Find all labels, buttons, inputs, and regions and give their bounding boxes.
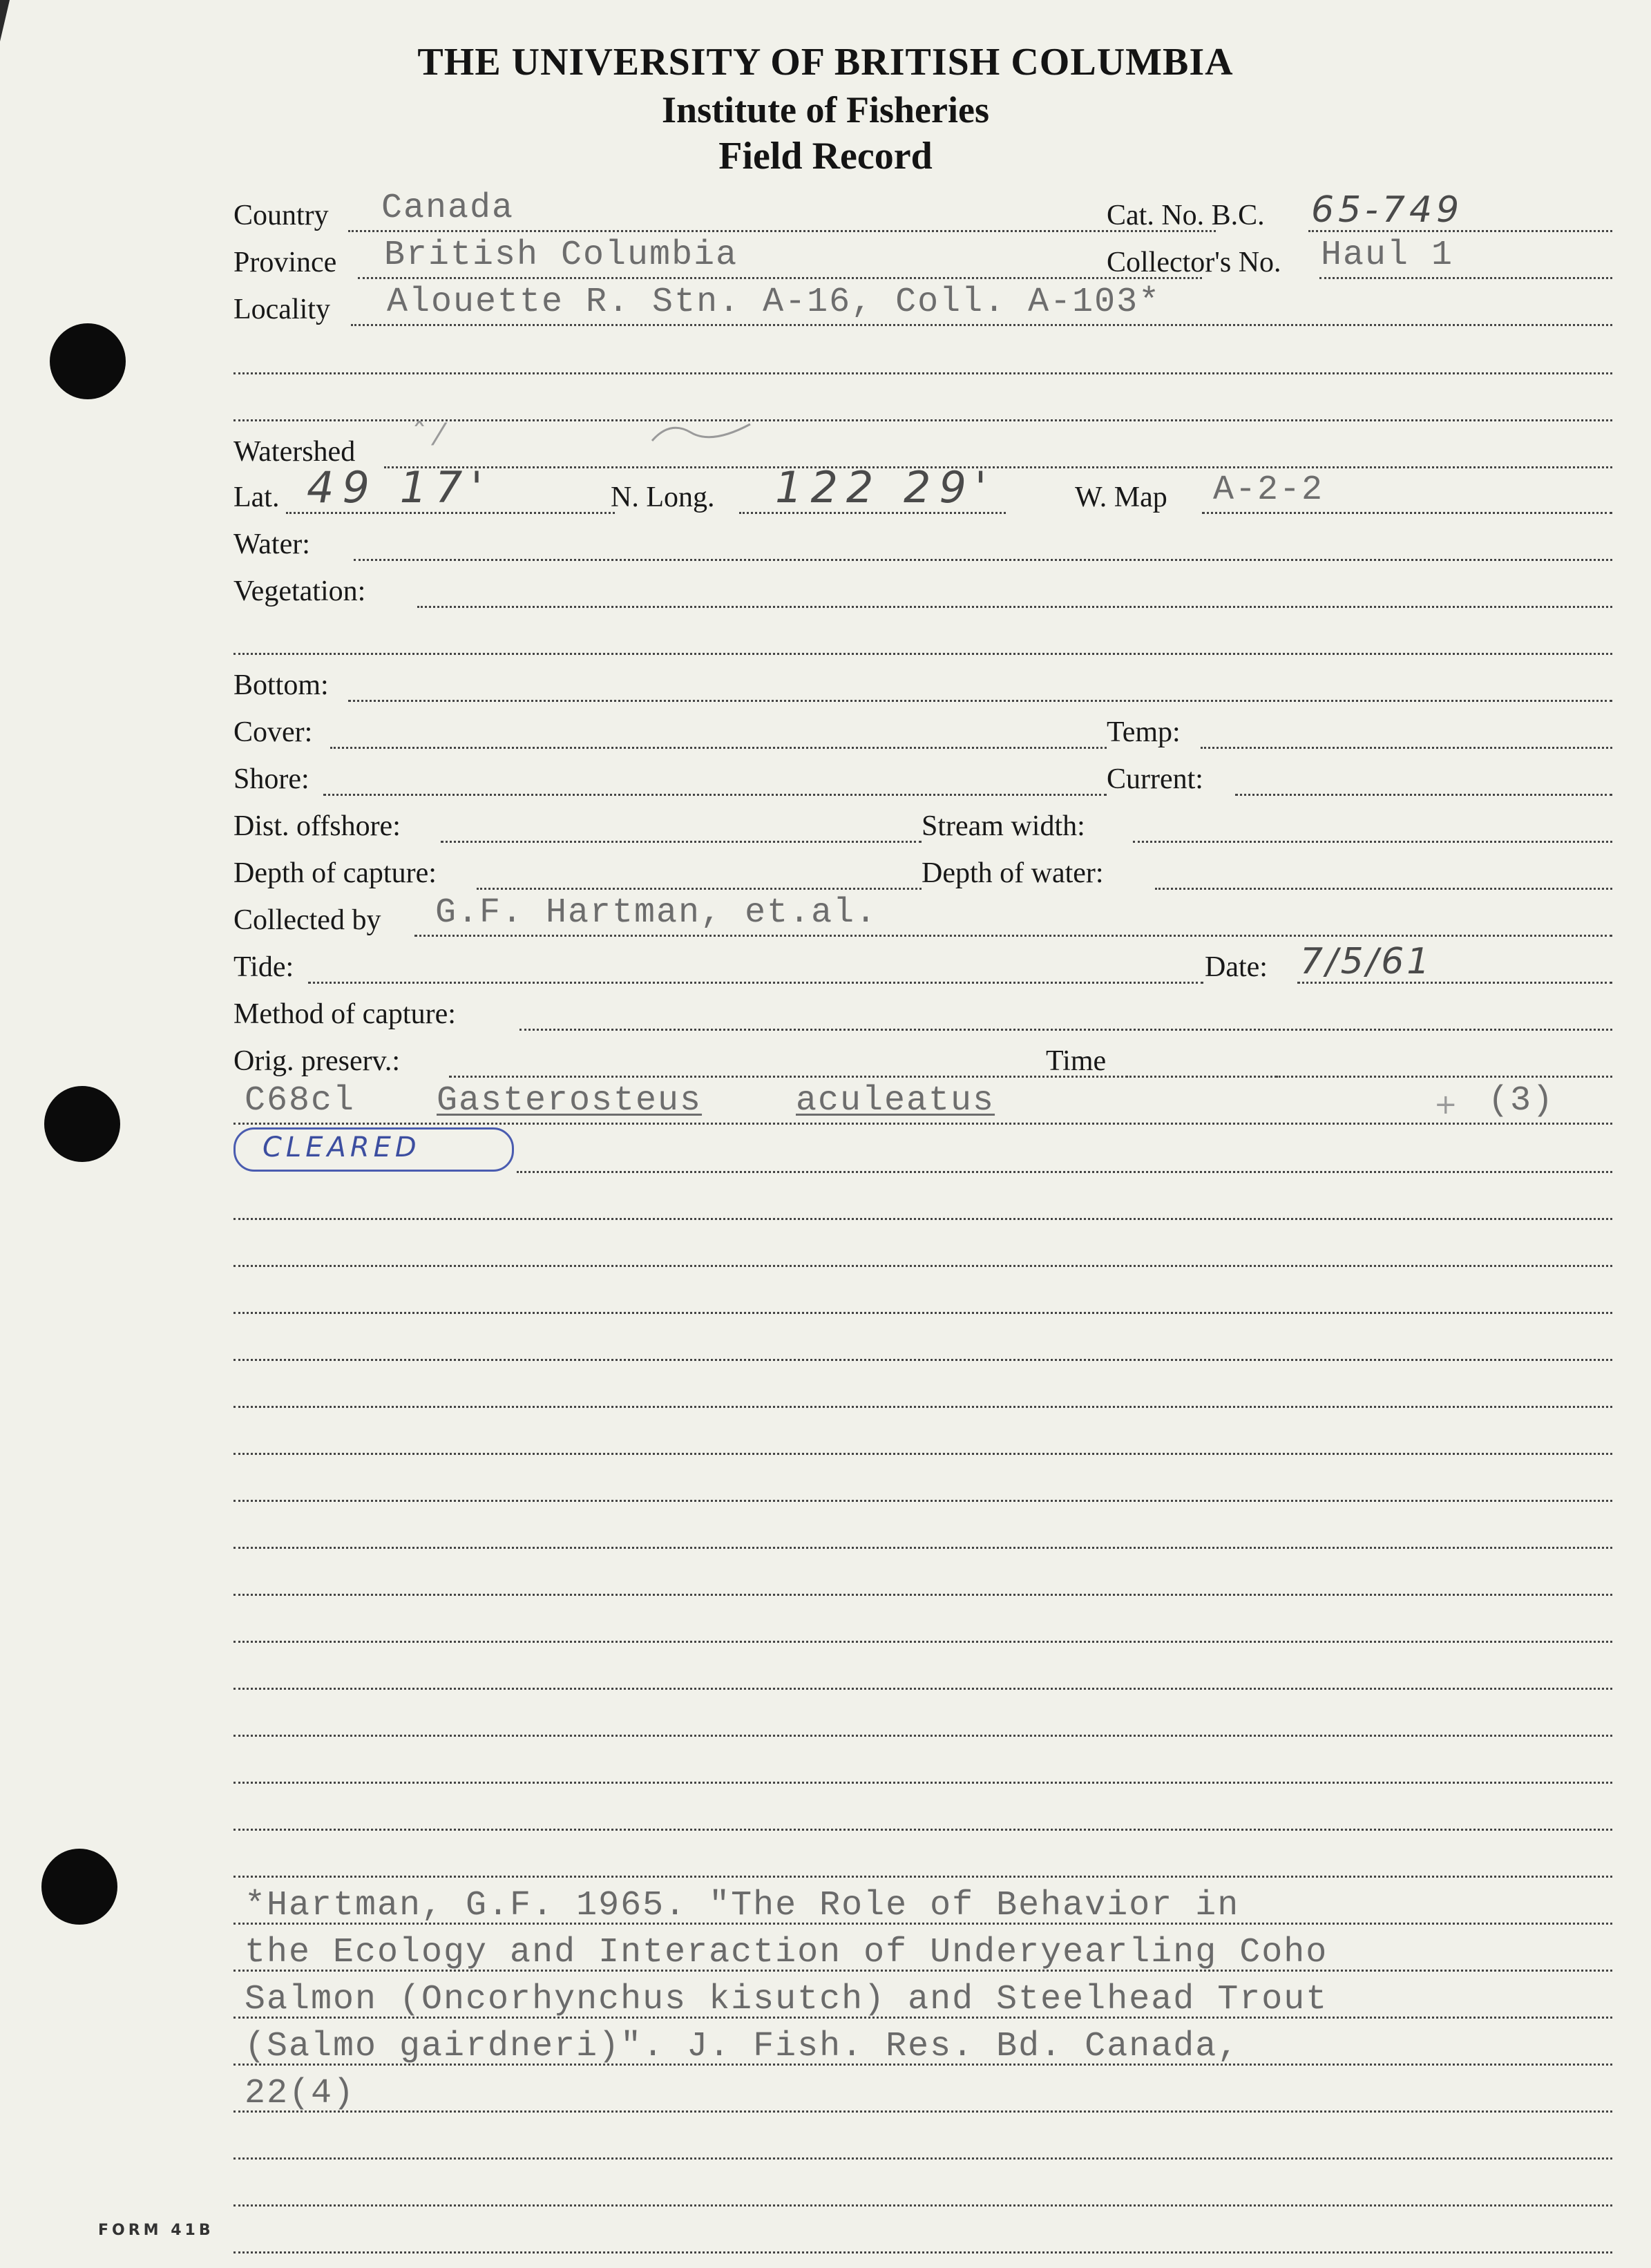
page-corner-mark [0,0,10,41]
value-date: 7/5/61 [1300,941,1433,982]
form-number: FORM 41B [98,2222,214,2239]
reference-line-3: Salmon (Oncorhynchus kisutch) and Steelhead Trout [245,1980,1328,2019]
blank-line [233,2169,1612,2211]
row-province [233,236,1612,283]
label-tide: Tide: [233,951,294,983]
reference-line-4: (Salmo gairdneri)". J. Fish. Res. Bd. Canada, [245,2027,1240,2066]
university-title: THE UNIVERSITY OF BRITISH COLUMBIA [417,41,1234,84]
label-current: Current: [1107,763,1203,795]
blank-line [233,1136,1612,1177]
punch-hole-top [50,323,126,399]
row-depth [233,852,1612,894]
punch-hole-middle [44,1086,120,1162]
label-temp: Temp: [1107,716,1181,748]
label-orig-preserv: Orig. preserv.: [233,1045,401,1077]
label-watershed: Watershed [233,436,356,468]
blank-line [233,1230,1612,1271]
value-collected-by: G.F. Hartman, et.al. [435,893,878,933]
cleared-note: CLEARED [263,1132,421,1163]
pencil-marks-watershed: ˆ ⁄ [412,417,442,452]
value-locality: Alouette R. Stn. A-16, Coll. A-103* [387,283,1161,322]
specimen-code: C68cl [245,1081,356,1121]
row-dist-offshore [233,806,1612,847]
value-collectors-no: Haul 1 [1321,236,1454,275]
row-lat-long [233,462,1612,518]
blank-line [233,1324,1612,1365]
blank-line [233,2122,1612,2164]
pencil-tilde-mark [649,417,753,445]
blank-line [233,1605,1612,1647]
blank-line [233,1840,1612,1882]
label-water: Water: [233,528,310,560]
label-long: N. Long. [611,482,715,513]
value-province: British Columbia [384,236,738,275]
blank-line [233,1793,1612,1835]
blank-line [233,1465,1612,1506]
blank-line [233,1746,1612,1788]
pencil-mark-count: + [1434,1089,1458,1121]
row-bottom [233,665,1612,706]
reference-line-2: the Ecology and Interaction of Underyearling Coho [245,1933,1328,1972]
label-bottom: Bottom: [233,669,329,701]
blank-line [233,1512,1612,1553]
label-time: Time [1046,1045,1107,1077]
row-orig-preserv [233,1040,1612,1082]
blank-line [233,337,1612,379]
record-title: Field Record [718,135,933,178]
row-cover [233,712,1612,753]
row-method [233,993,1612,1035]
label-shore: Shore: [233,763,309,795]
specimen-species: aculeatus [796,1081,995,1121]
label-vegetation: Vegetation: [233,575,366,607]
label-cat-no: Cat. No. B.C. [1107,200,1265,231]
label-method: Method of capture: [233,998,456,1030]
row-specimen [233,1081,1612,1129]
blank-line [233,1183,1612,1224]
value-country: Canada [381,189,515,228]
blank-line [233,1559,1612,1600]
institute-title: Institute of Fisheries [662,89,989,131]
label-stream-width: Stream width: [922,810,1085,842]
label-locality: Locality [233,294,330,325]
reference-line-5: 22(4) [245,2074,356,2113]
blank-line [233,1277,1612,1318]
row-tide [233,941,1612,988]
blank-line [233,618,1612,659]
label-collectors-no: Collector's No. [1107,247,1281,278]
row-vegetation [233,571,1612,612]
row-collected-by [233,893,1612,941]
label-map: W. Map [1075,482,1167,513]
blank-line [233,1699,1612,1741]
row-shore [233,759,1612,800]
label-dist-offshore: Dist. offshore: [233,810,401,842]
blank-line [233,1652,1612,1694]
row-country [233,189,1612,236]
label-collected-by: Collected by [233,904,381,936]
punch-hole-bottom [41,1849,117,1925]
reference-line-1: *Hartman, G.F. 1965. "The Role of Behavior in [245,1886,1240,1925]
label-depth-water: Depth of water: [922,857,1104,889]
value-long: 122 29' [775,462,995,513]
row-water [233,524,1612,565]
value-map: A-2-2 [1213,470,1324,510]
specimen-genus: Gasterosteus [437,1081,703,1121]
value-lat: 49 17' [307,462,491,513]
label-lat: Lat. [233,482,280,513]
blank-line [233,1418,1612,1459]
blank-line [233,1371,1612,1412]
label-cover: Cover: [233,716,313,748]
blank-line [233,2216,1612,2258]
blank-line [233,2075,1612,2117]
label-depth-capture: Depth of capture: [233,857,437,889]
value-cat-no: 65-749 [1311,189,1464,231]
label-province: Province [233,247,337,278]
row-locality [233,283,1612,330]
label-country: Country [233,200,329,231]
label-date: Date: [1205,951,1268,983]
specimen-count: (3) [1488,1081,1555,1121]
